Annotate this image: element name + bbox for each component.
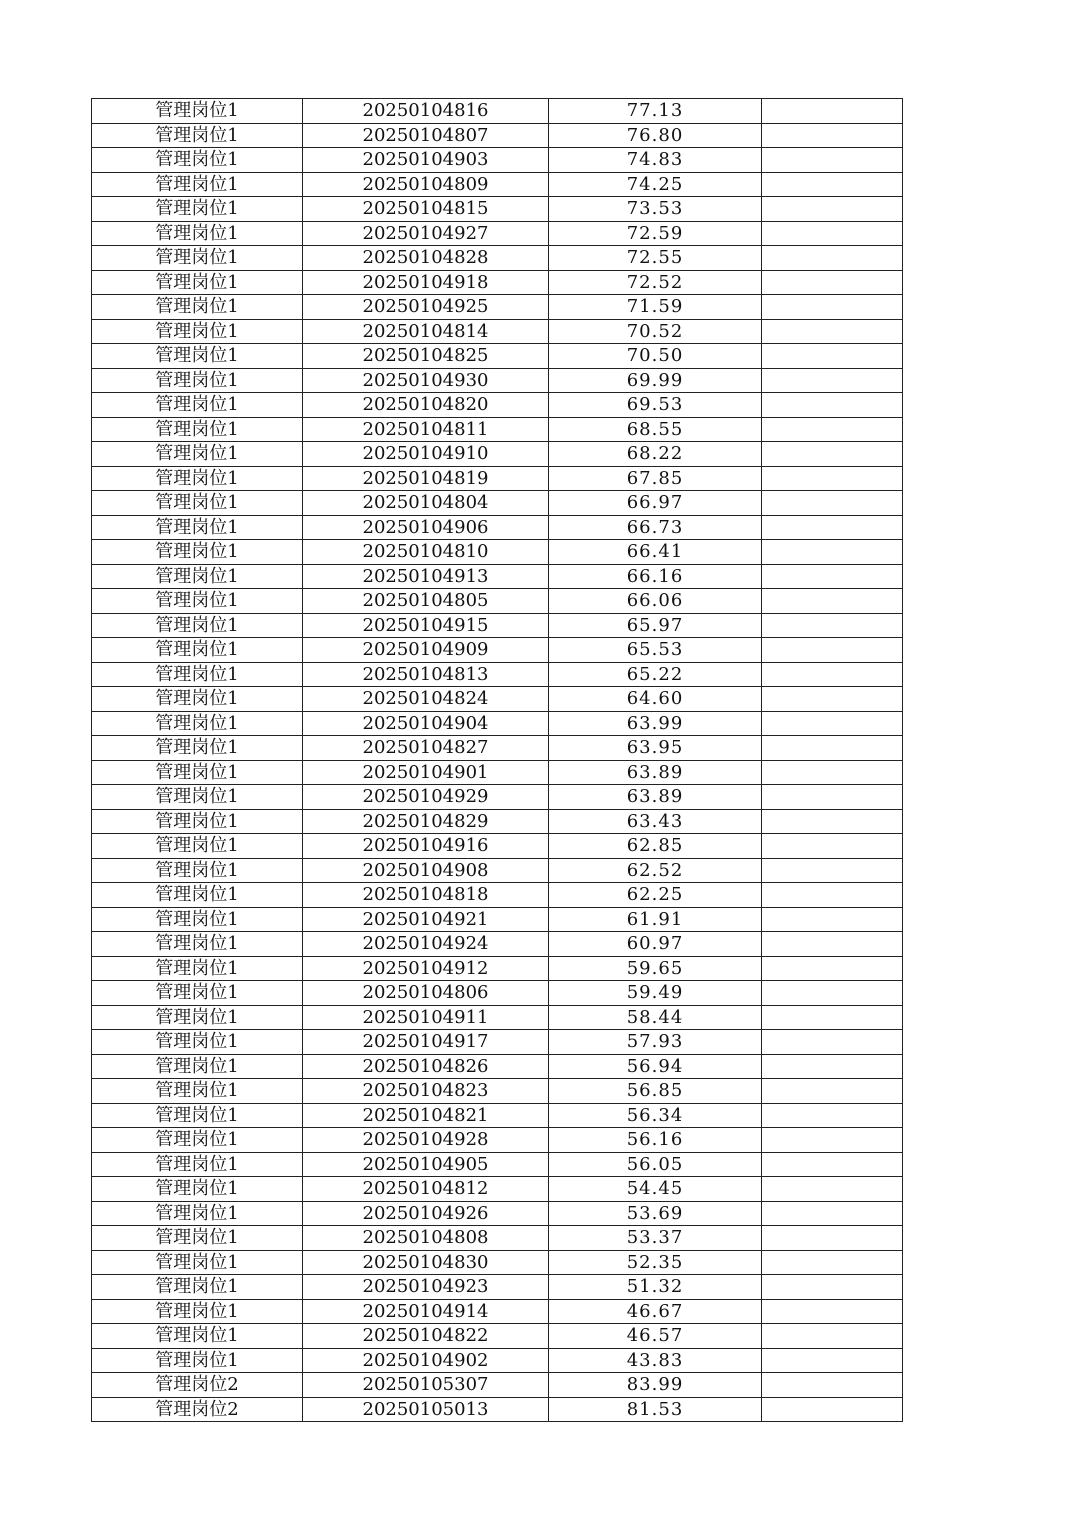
note-cell bbox=[762, 1324, 903, 1349]
exam-id-cell: 20250104824 bbox=[303, 687, 549, 712]
table-row bbox=[92, 1299, 903, 1324]
post-cell: 管理岗位1 bbox=[92, 932, 303, 957]
table-row bbox=[92, 1103, 903, 1128]
exam-id-cell: 20250104904 bbox=[303, 711, 549, 736]
note-cell bbox=[762, 442, 903, 467]
table-row bbox=[92, 1177, 903, 1202]
exam-id-cell: 20250104830 bbox=[303, 1250, 549, 1275]
note-cell bbox=[762, 1030, 903, 1055]
score-cell: 53.37 bbox=[549, 1226, 762, 1251]
table-row bbox=[92, 1201, 903, 1226]
table-row bbox=[92, 1397, 903, 1422]
exam-id-cell: 20250104903 bbox=[303, 148, 549, 173]
table-row bbox=[92, 687, 903, 712]
table-row bbox=[92, 368, 903, 393]
exam-id-cell: 20250104918 bbox=[303, 270, 549, 295]
table-row bbox=[92, 785, 903, 810]
post-cell: 管理岗位1 bbox=[92, 1250, 303, 1275]
exam-id-cell: 20250104805 bbox=[303, 589, 549, 614]
exam-id-cell: 20250104819 bbox=[303, 466, 549, 491]
table-row bbox=[92, 442, 903, 467]
exam-id-cell: 20250104821 bbox=[303, 1103, 549, 1128]
post-cell: 管理岗位1 bbox=[92, 491, 303, 516]
post-cell: 管理岗位1 bbox=[92, 1103, 303, 1128]
exam-id-cell: 20250104910 bbox=[303, 442, 549, 467]
table-row bbox=[92, 564, 903, 589]
score-cell: 68.55 bbox=[549, 417, 762, 442]
table-row bbox=[92, 172, 903, 197]
score-cell: 53.69 bbox=[549, 1201, 762, 1226]
exam-id-cell: 20250104909 bbox=[303, 638, 549, 663]
table-row bbox=[92, 515, 903, 540]
table-row bbox=[92, 393, 903, 418]
table-row bbox=[92, 1275, 903, 1300]
table-row bbox=[92, 1005, 903, 1030]
post-cell: 管理岗位1 bbox=[92, 981, 303, 1006]
table-row bbox=[92, 295, 903, 320]
note-cell bbox=[762, 1250, 903, 1275]
note-cell bbox=[762, 736, 903, 761]
table-row bbox=[92, 466, 903, 491]
note-cell bbox=[762, 1373, 903, 1398]
score-cell: 62.25 bbox=[549, 883, 762, 908]
score-cell: 56.94 bbox=[549, 1054, 762, 1079]
exam-id-cell: 20250104901 bbox=[303, 760, 549, 785]
exam-id-cell: 20250104923 bbox=[303, 1275, 549, 1300]
note-cell bbox=[762, 172, 903, 197]
score-cell: 70.52 bbox=[549, 319, 762, 344]
note-cell bbox=[762, 834, 903, 859]
exam-id-cell: 20250104810 bbox=[303, 540, 549, 565]
exam-id-cell: 20250104825 bbox=[303, 344, 549, 369]
post-cell: 管理岗位1 bbox=[92, 295, 303, 320]
table-row bbox=[92, 491, 903, 516]
exam-id-cell: 20250104804 bbox=[303, 491, 549, 516]
exam-id-cell: 20250104816 bbox=[303, 99, 549, 124]
post-cell: 管理岗位1 bbox=[92, 1054, 303, 1079]
table-row bbox=[92, 858, 903, 883]
post-cell: 管理岗位1 bbox=[92, 368, 303, 393]
score-cell: 74.25 bbox=[549, 172, 762, 197]
exam-id-cell: 20250104916 bbox=[303, 834, 549, 859]
score-cell: 74.83 bbox=[549, 148, 762, 173]
score-cell: 63.43 bbox=[549, 809, 762, 834]
exam-id-cell: 20250104818 bbox=[303, 883, 549, 908]
note-cell bbox=[762, 246, 903, 271]
post-cell: 管理岗位1 bbox=[92, 1348, 303, 1373]
note-cell bbox=[762, 368, 903, 393]
score-cell: 63.89 bbox=[549, 760, 762, 785]
table-row bbox=[92, 809, 903, 834]
note-cell bbox=[762, 858, 903, 883]
post-cell: 管理岗位1 bbox=[92, 1177, 303, 1202]
table-row bbox=[92, 1030, 903, 1055]
score-cell: 58.44 bbox=[549, 1005, 762, 1030]
post-cell: 管理岗位1 bbox=[92, 344, 303, 369]
table-row bbox=[92, 344, 903, 369]
post-cell: 管理岗位1 bbox=[92, 760, 303, 785]
post-cell: 管理岗位1 bbox=[92, 197, 303, 222]
table-row bbox=[92, 760, 903, 785]
exam-id-cell: 20250105013 bbox=[303, 1397, 549, 1422]
post-cell: 管理岗位1 bbox=[92, 736, 303, 761]
score-cell: 56.34 bbox=[549, 1103, 762, 1128]
score-cell: 66.73 bbox=[549, 515, 762, 540]
table-row bbox=[92, 907, 903, 932]
score-cell: 63.89 bbox=[549, 785, 762, 810]
table-row bbox=[92, 221, 903, 246]
post-cell: 管理岗位1 bbox=[92, 1152, 303, 1177]
note-cell bbox=[762, 295, 903, 320]
note-cell bbox=[762, 1103, 903, 1128]
post-cell: 管理岗位1 bbox=[92, 466, 303, 491]
exam-id-cell: 20250104822 bbox=[303, 1324, 549, 1349]
note-cell bbox=[762, 907, 903, 932]
post-cell: 管理岗位1 bbox=[92, 1201, 303, 1226]
note-cell bbox=[762, 1177, 903, 1202]
score-cell: 81.53 bbox=[549, 1397, 762, 1422]
score-cell: 62.52 bbox=[549, 858, 762, 883]
post-cell: 管理岗位1 bbox=[92, 687, 303, 712]
exam-id-cell: 20250104807 bbox=[303, 123, 549, 148]
note-cell bbox=[762, 1201, 903, 1226]
table-row bbox=[92, 1079, 903, 1104]
exam-id-cell: 20250104808 bbox=[303, 1226, 549, 1251]
post-cell: 管理岗位1 bbox=[92, 638, 303, 663]
score-cell: 83.99 bbox=[549, 1373, 762, 1398]
exam-id-cell: 20250104912 bbox=[303, 956, 549, 981]
note-cell bbox=[762, 417, 903, 442]
post-cell: 管理岗位1 bbox=[92, 956, 303, 981]
note-cell bbox=[762, 99, 903, 124]
exam-id-cell: 20250104929 bbox=[303, 785, 549, 810]
score-cell: 60.97 bbox=[549, 932, 762, 957]
exam-id-cell: 20250104809 bbox=[303, 172, 549, 197]
note-cell bbox=[762, 687, 903, 712]
post-cell: 管理岗位1 bbox=[92, 613, 303, 638]
note-cell bbox=[762, 1275, 903, 1300]
exam-id-cell: 20250104820 bbox=[303, 393, 549, 418]
score-cell: 72.59 bbox=[549, 221, 762, 246]
exam-id-cell: 20250104905 bbox=[303, 1152, 549, 1177]
note-cell bbox=[762, 1128, 903, 1153]
table-row bbox=[92, 1226, 903, 1251]
score-cell: 62.85 bbox=[549, 834, 762, 859]
note-cell bbox=[762, 123, 903, 148]
post-cell: 管理岗位1 bbox=[92, 1128, 303, 1153]
score-cell: 73.53 bbox=[549, 197, 762, 222]
post-cell: 管理岗位1 bbox=[92, 319, 303, 344]
note-cell bbox=[762, 564, 903, 589]
exam-id-cell: 20250105307 bbox=[303, 1373, 549, 1398]
exam-id-cell: 20250104930 bbox=[303, 368, 549, 393]
note-cell bbox=[762, 393, 903, 418]
note-cell bbox=[762, 1299, 903, 1324]
exam-id-cell: 20250104829 bbox=[303, 809, 549, 834]
table-row bbox=[92, 711, 903, 736]
note-cell bbox=[762, 319, 903, 344]
post-cell: 管理岗位1 bbox=[92, 711, 303, 736]
table-row bbox=[92, 319, 903, 344]
table-row bbox=[92, 270, 903, 295]
table-row bbox=[92, 613, 903, 638]
score-cell: 76.80 bbox=[549, 123, 762, 148]
exam-id-cell: 20250104924 bbox=[303, 932, 549, 957]
table-row bbox=[92, 148, 903, 173]
post-cell: 管理岗位1 bbox=[92, 834, 303, 859]
exam-id-cell: 20250104902 bbox=[303, 1348, 549, 1373]
note-cell bbox=[762, 1005, 903, 1030]
note-cell bbox=[762, 1397, 903, 1422]
score-cell: 66.16 bbox=[549, 564, 762, 589]
exam-id-cell: 20250104823 bbox=[303, 1079, 549, 1104]
score-cell: 71.59 bbox=[549, 295, 762, 320]
note-cell bbox=[762, 515, 903, 540]
table-row bbox=[92, 883, 903, 908]
table-row bbox=[92, 123, 903, 148]
table-row bbox=[92, 1324, 903, 1349]
table-row bbox=[92, 932, 903, 957]
note-cell bbox=[762, 981, 903, 1006]
score-cell: 56.85 bbox=[549, 1079, 762, 1104]
post-cell: 管理岗位1 bbox=[92, 662, 303, 687]
post-cell: 管理岗位1 bbox=[92, 1030, 303, 1055]
post-cell: 管理岗位1 bbox=[92, 883, 303, 908]
score-cell: 56.16 bbox=[549, 1128, 762, 1153]
note-cell bbox=[762, 760, 903, 785]
note-cell bbox=[762, 197, 903, 222]
note-cell bbox=[762, 883, 903, 908]
note-cell bbox=[762, 785, 903, 810]
score-cell: 63.95 bbox=[549, 736, 762, 761]
note-cell bbox=[762, 638, 903, 663]
table-row bbox=[92, 540, 903, 565]
exam-id-cell: 20250104811 bbox=[303, 417, 549, 442]
exam-id-cell: 20250104908 bbox=[303, 858, 549, 883]
note-cell bbox=[762, 344, 903, 369]
score-cell: 67.85 bbox=[549, 466, 762, 491]
post-cell: 管理岗位1 bbox=[92, 172, 303, 197]
score-cell: 66.41 bbox=[549, 540, 762, 565]
score-cell: 69.53 bbox=[549, 393, 762, 418]
exam-id-cell: 20250104927 bbox=[303, 221, 549, 246]
table-row bbox=[92, 1128, 903, 1153]
score-cell: 52.35 bbox=[549, 1250, 762, 1275]
post-cell: 管理岗位1 bbox=[92, 785, 303, 810]
post-cell: 管理岗位1 bbox=[92, 123, 303, 148]
exam-id-cell: 20250104917 bbox=[303, 1030, 549, 1055]
score-cell: 57.93 bbox=[549, 1030, 762, 1055]
note-cell bbox=[762, 613, 903, 638]
exam-id-cell: 20250104814 bbox=[303, 319, 549, 344]
score-cell: 56.05 bbox=[549, 1152, 762, 1177]
exam-id-cell: 20250104812 bbox=[303, 1177, 549, 1202]
score-cell: 64.60 bbox=[549, 687, 762, 712]
post-cell: 管理岗位1 bbox=[92, 1226, 303, 1251]
note-cell bbox=[762, 148, 903, 173]
table-row bbox=[92, 1373, 903, 1398]
post-cell: 管理岗位1 bbox=[92, 221, 303, 246]
table-row bbox=[92, 589, 903, 614]
score-cell: 59.49 bbox=[549, 981, 762, 1006]
post-cell: 管理岗位1 bbox=[92, 1299, 303, 1324]
score-table bbox=[91, 98, 903, 1422]
note-cell bbox=[762, 1054, 903, 1079]
score-cell: 68.22 bbox=[549, 442, 762, 467]
table-row bbox=[92, 662, 903, 687]
exam-id-cell: 20250104911 bbox=[303, 1005, 549, 1030]
exam-id-cell: 20250104928 bbox=[303, 1128, 549, 1153]
post-cell: 管理岗位1 bbox=[92, 1324, 303, 1349]
exam-id-cell: 20250104925 bbox=[303, 295, 549, 320]
table-row bbox=[92, 1054, 903, 1079]
note-cell bbox=[762, 221, 903, 246]
score-table-body bbox=[92, 99, 903, 1422]
table-row bbox=[92, 736, 903, 761]
score-cell: 66.97 bbox=[549, 491, 762, 516]
score-cell: 65.97 bbox=[549, 613, 762, 638]
score-cell: 46.57 bbox=[549, 1324, 762, 1349]
note-cell bbox=[762, 662, 903, 687]
score-cell: 63.99 bbox=[549, 711, 762, 736]
exam-id-cell: 20250104915 bbox=[303, 613, 549, 638]
exam-id-cell: 20250104914 bbox=[303, 1299, 549, 1324]
post-cell: 管理岗位1 bbox=[92, 907, 303, 932]
post-cell: 管理岗位1 bbox=[92, 809, 303, 834]
note-cell bbox=[762, 540, 903, 565]
score-cell: 72.52 bbox=[549, 270, 762, 295]
post-cell: 管理岗位1 bbox=[92, 417, 303, 442]
note-cell bbox=[762, 932, 903, 957]
post-cell: 管理岗位1 bbox=[92, 246, 303, 271]
exam-id-cell: 20250104827 bbox=[303, 736, 549, 761]
score-cell: 54.45 bbox=[549, 1177, 762, 1202]
table-row bbox=[92, 638, 903, 663]
note-cell bbox=[762, 809, 903, 834]
post-cell: 管理岗位1 bbox=[92, 858, 303, 883]
note-cell bbox=[762, 270, 903, 295]
score-cell: 66.06 bbox=[549, 589, 762, 614]
table-row bbox=[92, 246, 903, 271]
post-cell: 管理岗位1 bbox=[92, 148, 303, 173]
note-cell bbox=[762, 1152, 903, 1177]
note-cell bbox=[762, 491, 903, 516]
post-cell: 管理岗位1 bbox=[92, 564, 303, 589]
note-cell bbox=[762, 1079, 903, 1104]
note-cell bbox=[762, 956, 903, 981]
table-row bbox=[92, 956, 903, 981]
exam-id-cell: 20250104815 bbox=[303, 197, 549, 222]
exam-id-cell: 20250104926 bbox=[303, 1201, 549, 1226]
exam-id-cell: 20250104813 bbox=[303, 662, 549, 687]
post-cell: 管理岗位2 bbox=[92, 1373, 303, 1398]
score-cell: 72.55 bbox=[549, 246, 762, 271]
post-cell: 管理岗位1 bbox=[92, 393, 303, 418]
table-row bbox=[92, 1348, 903, 1373]
score-cell: 69.99 bbox=[549, 368, 762, 393]
post-cell: 管理岗位1 bbox=[92, 540, 303, 565]
exam-id-cell: 20250104806 bbox=[303, 981, 549, 1006]
note-cell bbox=[762, 1348, 903, 1373]
table-row bbox=[92, 1152, 903, 1177]
exam-id-cell: 20250104921 bbox=[303, 907, 549, 932]
note-cell bbox=[762, 589, 903, 614]
table-row bbox=[92, 1250, 903, 1275]
exam-id-cell: 20250104828 bbox=[303, 246, 549, 271]
note-cell bbox=[762, 1226, 903, 1251]
post-cell: 管理岗位2 bbox=[92, 1397, 303, 1422]
post-cell: 管理岗位1 bbox=[92, 1079, 303, 1104]
exam-id-cell: 20250104906 bbox=[303, 515, 549, 540]
post-cell: 管理岗位1 bbox=[92, 589, 303, 614]
score-cell: 51.32 bbox=[549, 1275, 762, 1300]
post-cell: 管理岗位1 bbox=[92, 1005, 303, 1030]
score-cell: 65.22 bbox=[549, 662, 762, 687]
note-cell bbox=[762, 711, 903, 736]
score-cell: 77.13 bbox=[549, 99, 762, 124]
exam-id-cell: 20250104826 bbox=[303, 1054, 549, 1079]
score-cell: 46.67 bbox=[549, 1299, 762, 1324]
score-cell: 61.91 bbox=[549, 907, 762, 932]
score-cell: 70.50 bbox=[549, 344, 762, 369]
post-cell: 管理岗位1 bbox=[92, 1275, 303, 1300]
post-cell: 管理岗位1 bbox=[92, 442, 303, 467]
post-cell: 管理岗位1 bbox=[92, 99, 303, 124]
table-row bbox=[92, 981, 903, 1006]
score-cell: 43.83 bbox=[549, 1348, 762, 1373]
exam-id-cell: 20250104913 bbox=[303, 564, 549, 589]
table-row bbox=[92, 197, 903, 222]
note-cell bbox=[762, 466, 903, 491]
table-row bbox=[92, 834, 903, 859]
score-cell: 65.53 bbox=[549, 638, 762, 663]
table-row bbox=[92, 417, 903, 442]
table-row bbox=[92, 99, 903, 124]
post-cell: 管理岗位1 bbox=[92, 515, 303, 540]
score-cell: 59.65 bbox=[549, 956, 762, 981]
post-cell: 管理岗位1 bbox=[92, 270, 303, 295]
